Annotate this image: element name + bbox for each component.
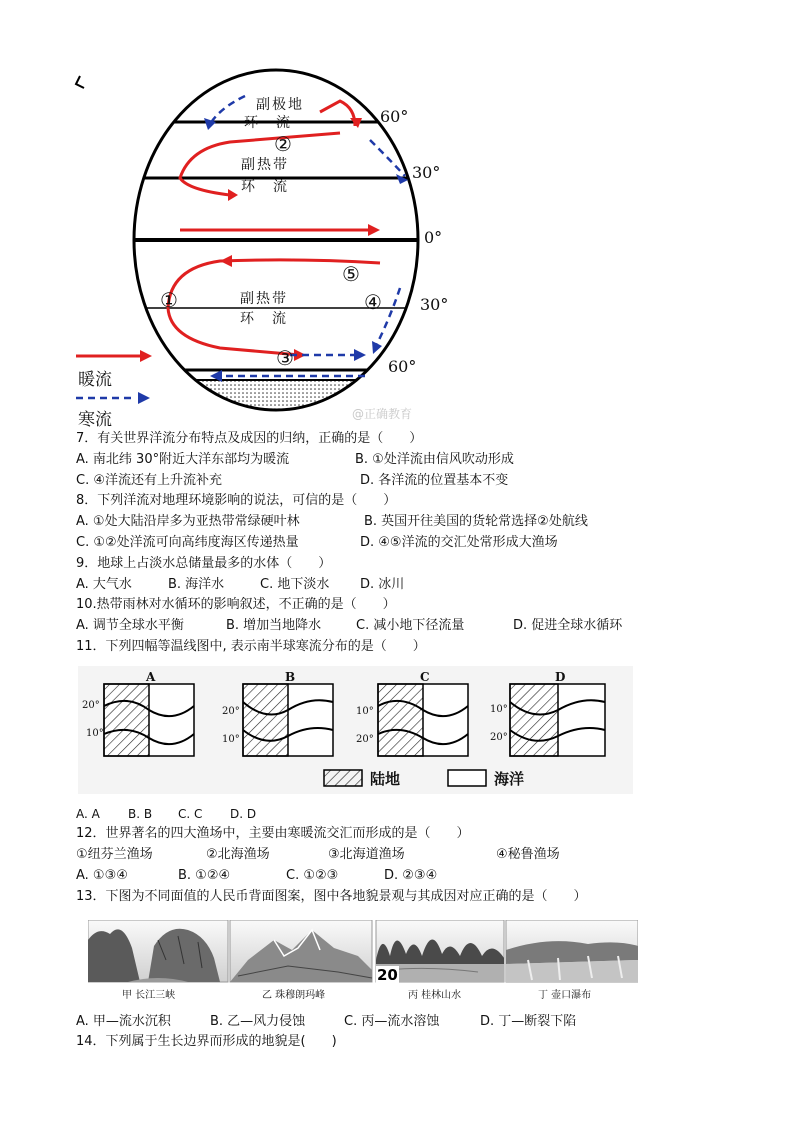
lat-label-60n: 60° (380, 107, 409, 126)
q13-option-d[interactable]: D. 丁—断裂下陷 (480, 1014, 577, 1029)
cell-label-strop-2: 环 流 (240, 311, 288, 327)
banknote-caption-yi: 乙 珠穆朗玛峰 (262, 990, 326, 1001)
current-label-2: ② (274, 132, 292, 156)
isotherm-figure (78, 666, 633, 794)
isotherm-letter-c: C (420, 670, 430, 684)
q12-option-c[interactable]: C. ①②③ (286, 868, 339, 883)
q8-option-b[interactable]: B. 英国开往美国的货轮常选择②处航线 (364, 514, 588, 529)
question-10: 10.热带雨林对水循环的影响叙述，不正确的是（ ） (76, 597, 396, 612)
q12-item-1: ①纽芬兰渔场 (76, 847, 153, 862)
cell-label-ntrop-1: 副热带 (241, 157, 289, 173)
q9-option-b[interactable]: B. 海洋水 (168, 577, 225, 592)
isotherm-letter-a: A (146, 670, 156, 684)
isotherm-a-t2: 10° (86, 728, 104, 739)
legend-ocean-swatch (448, 770, 486, 786)
q7-option-d[interactable]: D. 各洋流的位置基本不变 (360, 473, 509, 488)
q11-option-b[interactable]: B. B (128, 807, 153, 821)
legend-cold-label: 寒流 (78, 410, 112, 430)
isotherm-panel-b (243, 684, 333, 756)
arrowhead (368, 224, 380, 236)
q12-option-b[interactable]: B. ①②④ (178, 868, 231, 883)
legend-warm-label: 暖流 (78, 370, 112, 390)
question-14: 14．下列属于生长边界而形成的地貌是( ) (76, 1034, 337, 1049)
arrowhead (354, 349, 366, 361)
isotherm-panel-a (104, 684, 194, 756)
q9-option-a[interactable]: A. 大气水 (76, 577, 132, 592)
question-13: 13．下图为不同面值的人民币背面图案，图中各地貌景观与其成因对应正确的是（ ） (76, 889, 587, 904)
question-7: 7．有关世界洋流分布特点及成因的归纳，正确的是（ ） (76, 431, 423, 446)
arrowhead (228, 189, 238, 201)
q10-option-a[interactable]: A. 调节全球水平衡 (76, 618, 184, 633)
q13-option-b[interactable]: B. 乙—风力侵蚀 (210, 1014, 306, 1029)
q9-option-d[interactable]: D. 冰川 (360, 577, 405, 592)
isotherm-d-t2: 20° (490, 732, 508, 743)
banknote-caption-jia: 甲 长江三峡 (122, 990, 176, 1001)
isotherm-c-t2: 20° (356, 734, 374, 745)
q8-option-d[interactable]: D. ④⑤洋流的交汇处常形成大渔场 (360, 535, 558, 550)
isotherm-d-t1: 10° (490, 704, 508, 715)
q8-option-c[interactable]: C. ①②处洋流可向高纬度海区传递热量 (76, 535, 299, 550)
q9-option-c[interactable]: C. 地下淡水 (260, 577, 330, 592)
lat-label-60s: 60° (388, 357, 417, 376)
banknote-caption-ding: 丁 壶口瀑布 (538, 990, 592, 1001)
current-label-4: ④ (364, 290, 382, 314)
question-8: 8．下列洋流对地理环境影响的说法，可信的是（ ） (76, 493, 397, 508)
q7-option-a[interactable]: A. 南北纬 30°附近大洋东部均为暖流 (76, 452, 290, 467)
q10-option-b[interactable]: B. 增加当地降水 (226, 618, 322, 633)
lat-label-30n: 30° (412, 163, 441, 182)
watermark: @正确教育 (352, 407, 413, 421)
q11-option-c[interactable]: C. C (178, 807, 203, 821)
banknote-value: 20 (377, 966, 398, 984)
q7-option-c[interactable]: C. ④洋流还有上升流补充 (76, 473, 222, 488)
cell-label-ntrop-2: 环 流 (241, 179, 289, 195)
q11-option-a[interactable]: A. A (76, 807, 100, 821)
corner-mark (76, 76, 84, 88)
q12-option-d[interactable]: D. ②③④ (384, 868, 438, 883)
arrowhead (372, 341, 382, 354)
isotherm-c-t1: 10° (356, 706, 374, 717)
cell-label-subpolar-2: 环 流 (244, 115, 292, 131)
cell-label-strop-1: 副热带 (240, 291, 288, 307)
q12-item-4: ④秘鲁渔场 (496, 847, 560, 862)
banknote-jia (88, 920, 228, 982)
q10-option-d[interactable]: D. 促进全球水循环 (513, 618, 623, 633)
isotherm-panel-d (510, 684, 605, 756)
isotherm-b-t1: 20° (222, 706, 240, 717)
isotherm-letter-b: B (285, 670, 296, 684)
q12-item-2: ②北海渔场 (206, 847, 270, 862)
isotherm-b-t2: 10° (222, 734, 240, 745)
q11-option-d[interactable]: D. D (230, 807, 257, 821)
q12-option-a[interactable]: A. ①③④ (76, 868, 128, 883)
question-12: 12．世界著名的四大渔场中，主要由寒暖流交汇而形成的是（ ） (76, 826, 470, 841)
question-9: 9．地球上占淡水总储量最多的水体（ ） (76, 556, 332, 571)
q7-option-b[interactable]: B. ①处洋流由信风吹动形成 (355, 452, 514, 467)
lat-label-0: 0° (424, 228, 443, 247)
arrowhead (220, 255, 232, 267)
lat-label-30s: 30° (420, 295, 449, 314)
legend-ocean-label: 海洋 (494, 770, 525, 788)
isotherm-a-t1: 20° (82, 700, 100, 711)
question-11: 11．下列四幅等温线图中, 表示南半球寒流分布的是（ ） (76, 639, 426, 654)
isotherm-letter-d: D (555, 670, 566, 684)
q8-option-a[interactable]: A. ①处大陆沿岸多为亚热带常绿硬叶林 (76, 514, 300, 529)
current-label-1: ① (160, 288, 178, 312)
legend-land-swatch (324, 770, 362, 786)
cold-current-subpolar (210, 96, 245, 124)
banknote-yi (230, 920, 372, 982)
current-label-5: ⑤ (342, 262, 360, 286)
q12-item-3: ③北海道渔场 (328, 847, 405, 862)
current-label-3: ③ (276, 346, 294, 370)
legend-land-label: 陆地 (370, 770, 401, 788)
banknote-caption-bing: 丙 桂林山水 (408, 990, 462, 1001)
banknote-ding (506, 920, 638, 982)
cell-label-subpolar-1: 副极地 (256, 97, 304, 113)
isotherm-panel-c (378, 684, 468, 756)
q13-option-c[interactable]: C. 丙—流水溶蚀 (344, 1014, 440, 1029)
q10-option-c[interactable]: C. 减小地下径流量 (356, 618, 465, 633)
q13-option-a[interactable]: A. 甲—流水沉积 (76, 1014, 171, 1029)
